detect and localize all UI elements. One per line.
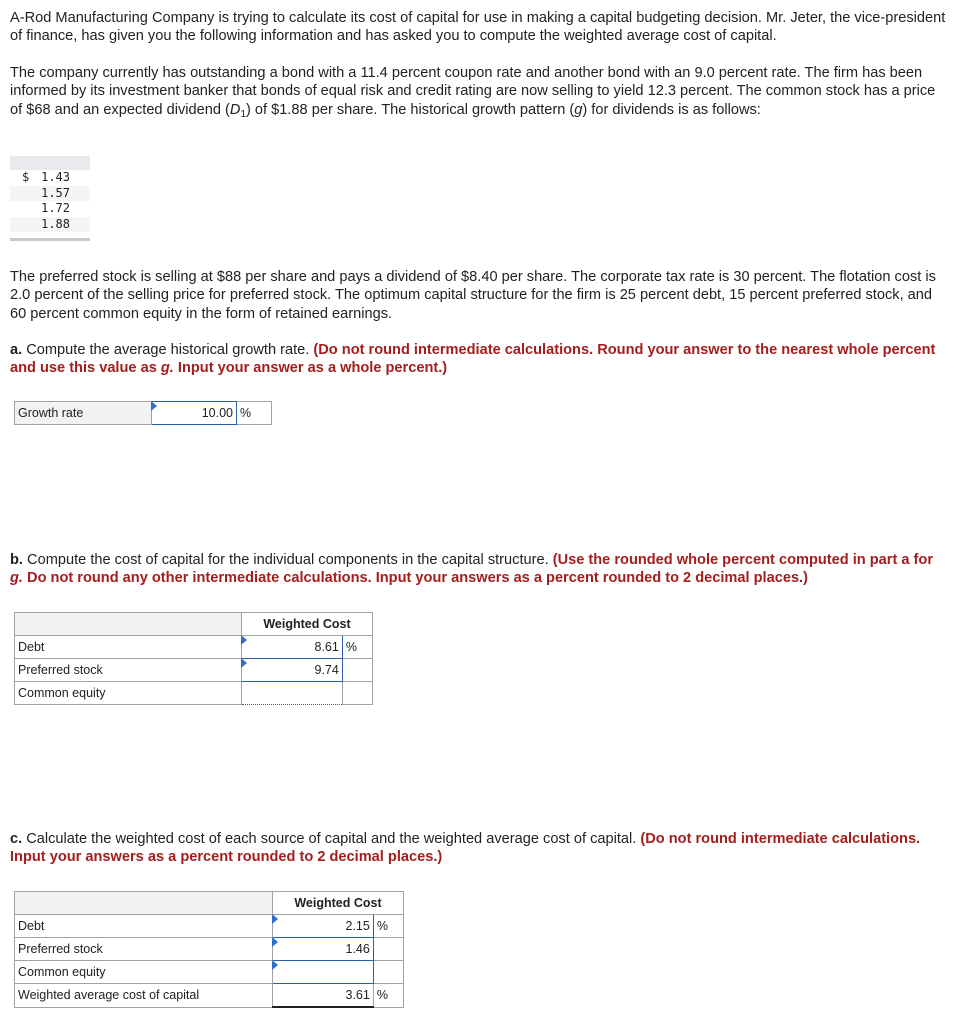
answer-marker-icon bbox=[241, 635, 247, 645]
table-row bbox=[15, 984, 404, 1008]
debt-cost-unit: % bbox=[342, 636, 372, 659]
table-row bbox=[15, 659, 373, 682]
common-equity-cost-input[interactable] bbox=[242, 682, 343, 705]
answer-marker-icon bbox=[272, 937, 278, 947]
table-row bbox=[15, 915, 404, 938]
weighted-cost-table bbox=[14, 891, 404, 1008]
common-equity-weighted-cost-input[interactable] bbox=[273, 961, 374, 984]
preferred-stock-weighted-cost-input[interactable]: 1.46 bbox=[273, 938, 374, 961]
answer-marker-icon bbox=[272, 960, 278, 970]
row-label-common-equity: Common equity bbox=[15, 682, 242, 705]
bond-paragraph: The company currently has outstanding a bond with a 11.4 percent coupon rate and another bond with an 9.0 percent rate. The firm has been informed by its investment banker that bonds of equal risk and credit rating are now selling to yield 12.3 percent. The common stock has a price of $68 and an expected dividend $(D_1)$ of $1.88 per share. The historical growth pattern (g) for dividends is as follows: bbox=[10, 65, 936, 120]
part-c-question: c. Calculate the weighted cost of each source of capital and the weighted average cost of capital. (Do not round intermediate calculations. Input your answers as a percent rounded to 2 decimal places.) bbox=[10, 831, 921, 866]
common-equity-weighted-cost-unit bbox=[373, 961, 403, 984]
wacc-value: 3.61 bbox=[273, 984, 374, 1008]
table-row bbox=[15, 938, 404, 961]
row-label-debt: Debt bbox=[15, 636, 242, 659]
growth-rate-unit: % bbox=[237, 402, 272, 425]
part-a-question: a. Compute the average historical growth rate. (Do not round intermediate calculations. Round your answer to the nearest whole percent and use this value as g. Input your answer as a whole percent.) bbox=[10, 342, 936, 377]
answer-marker-icon bbox=[272, 914, 278, 924]
preferred-stock-paragraph: The preferred stock is selling at $88 per share and pays a dividend of $8.40 per share. The corporate tax rate is 30 percent. The flotation cost is 2.0 percent of the selling price for preferred stock. The optimum capital structure for the firm is 25 percent debt, 15 percent preferred stock, and 60 percent common equity in the form of retained earnings. bbox=[10, 269, 936, 322]
preferred-stock-weighted-cost-unit bbox=[373, 938, 403, 961]
part-b-question: b. Compute the cost of capital for the individual components in the capital structure. (Use the rounded whole percent computed in part a for g. Do not round any other intermediate calculations. Input your answers as a percent rounded to 2 decimal places.) bbox=[10, 552, 934, 587]
intro-paragraph: A-Rod Manufacturing Company is trying to calculate its cost of capital for use in making a capital budgeting decision. Mr. Jeter, the vice-president of finance, has given you the following information and has asked you to compute the weighted average cost of capital. bbox=[10, 10, 946, 45]
answer-marker-icon bbox=[241, 658, 247, 668]
table-row bbox=[15, 682, 373, 705]
dividend-row: 1.57 bbox=[10, 186, 90, 202]
weighted-cost-header: Weighted Cost bbox=[242, 613, 373, 636]
component-cost-table bbox=[14, 612, 373, 705]
row-label-debt: Debt bbox=[15, 915, 273, 938]
dividend-row: 1.72 bbox=[41, 201, 70, 215]
dividend-history-table bbox=[10, 156, 90, 241]
debt-weighted-cost-input[interactable]: 2.15 bbox=[273, 915, 374, 938]
row-label-wacc: Weighted average cost of capital bbox=[15, 984, 273, 1008]
row-label-common-equity: Common equity bbox=[15, 961, 273, 984]
debt-cost-input[interactable]: 8.61 bbox=[242, 636, 343, 659]
dividend-row: $ 1.43 bbox=[22, 170, 70, 184]
preferred-stock-cost-unit bbox=[342, 659, 372, 682]
weighted-cost-header: Weighted Cost bbox=[273, 892, 404, 915]
debt-weighted-cost-unit: % bbox=[373, 915, 403, 938]
common-equity-cost-unit bbox=[342, 682, 372, 705]
dividend-row: 1.88 bbox=[10, 217, 90, 233]
growth-rate-table bbox=[14, 401, 272, 425]
growth-rate-label: Growth rate bbox=[15, 402, 152, 425]
table-row bbox=[15, 636, 373, 659]
table-row bbox=[15, 961, 404, 984]
growth-rate-input[interactable]: 10.00 bbox=[152, 402, 237, 425]
answer-marker-icon bbox=[151, 401, 157, 411]
row-label-preferred-stock: Preferred stock bbox=[15, 659, 242, 682]
preferred-stock-cost-input[interactable]: 9.74 bbox=[242, 659, 343, 682]
wacc-unit: % bbox=[373, 984, 403, 1008]
row-label-preferred-stock: Preferred stock bbox=[15, 938, 273, 961]
